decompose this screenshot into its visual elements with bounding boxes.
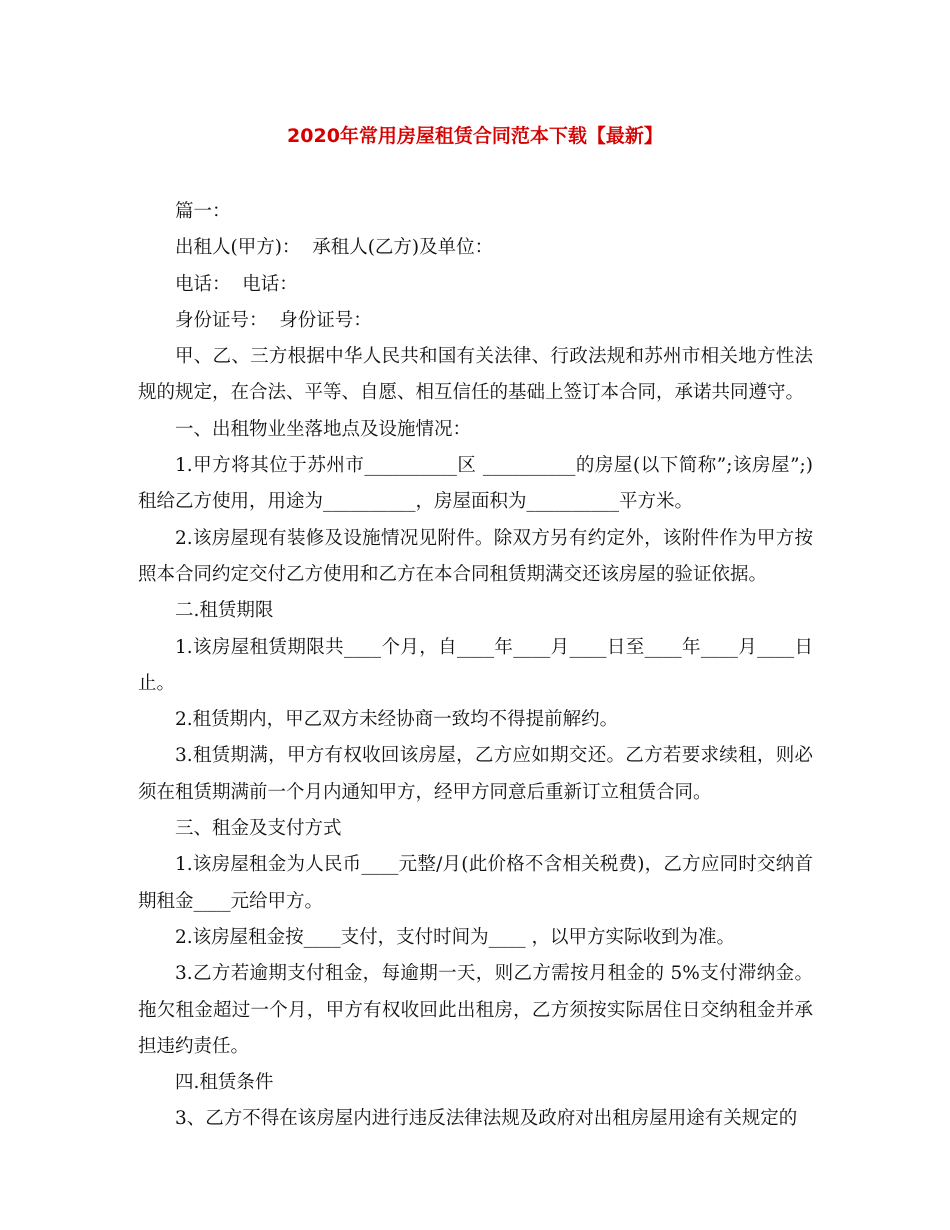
paragraph-preamble: 甲、乙、三方根据中华人民共和国有关法律、行政法规和苏州市相关地方性法规的规定，在合法、平等、自愿、相互信任的基础上签订本合同，承诺共同遵守。 bbox=[138, 346, 813, 404]
document-body bbox=[138, 194, 813, 1138]
clause-2-1: 1.该房屋租赁期限共____个月，自____年____月____日至____年____月____日止。 bbox=[138, 636, 813, 694]
clause-3-2: 2.该房屋租金按____支付，支付时间为____ ，以甲方实际收到为准。 bbox=[175, 926, 736, 948]
clause-1-2: 2.该房屋现有装修及设施情况见附件。除双方另有约定外，该附件作为甲方按照本合同约定交付乙方使用和乙方在本合同租赁期满交还该房屋的验证依据。 bbox=[138, 527, 813, 585]
heading-lease-conditions: 四.租赁条件 bbox=[175, 1072, 274, 1094]
paragraph-phones: 电话： 电话： bbox=[175, 273, 298, 295]
heading-rent-payment: 三、租金及支付方式 bbox=[175, 818, 342, 840]
clause-2-2: 2.租赁期内，甲乙双方未经协商一致均不得提前解约。 bbox=[175, 709, 619, 731]
clause-4-3: 3、乙方不得在该房屋内进行违反法律法规及政府对出租房屋用途有关规定的 bbox=[175, 1108, 798, 1130]
clause-3-3: 3.乙方若逾期支付租金，每逾期一天，则乙方需按月租金的 5%支付滞纳金。拖欠租金超过一个月，甲方有权收回此出租房，乙方须按实际居住日交纳租金并承担违约责任。 bbox=[138, 963, 813, 1057]
heading-property-location: 一、出租物业坐落地点及设施情况： bbox=[175, 418, 472, 440]
heading-lease-term: 二.租赁期限 bbox=[175, 600, 274, 622]
paragraph-parties: 出租人(甲方)： 承租人(乙方)及单位： bbox=[175, 237, 494, 259]
document-title: 2020年常用房屋租赁合同范本下载【最新】 bbox=[287, 125, 663, 147]
clause-1-1: 1.甲方将其位于苏州市__________区 __________的房屋(以下简称”;该房屋”;)租给乙方使用，用途为__________，房屋面积为__________平方米。 bbox=[138, 455, 813, 513]
paragraph-id-numbers: 身份证号： 身份证号： bbox=[175, 309, 372, 331]
paragraph-section-label: 篇一： bbox=[175, 201, 231, 222]
clause-3-1: 1.该房屋租金为人民币____元整/月(此价格不含相关税费)，乙方应同时交纳首期租金____元给甲方。 bbox=[138, 854, 813, 912]
clause-2-3: 3.租赁期满，甲方有权收回该房屋，乙方应如期交还。乙方若要求续租，则必须在租赁期满前一个月内通知甲方，经甲方同意后重新订立租赁合同。 bbox=[138, 745, 813, 803]
